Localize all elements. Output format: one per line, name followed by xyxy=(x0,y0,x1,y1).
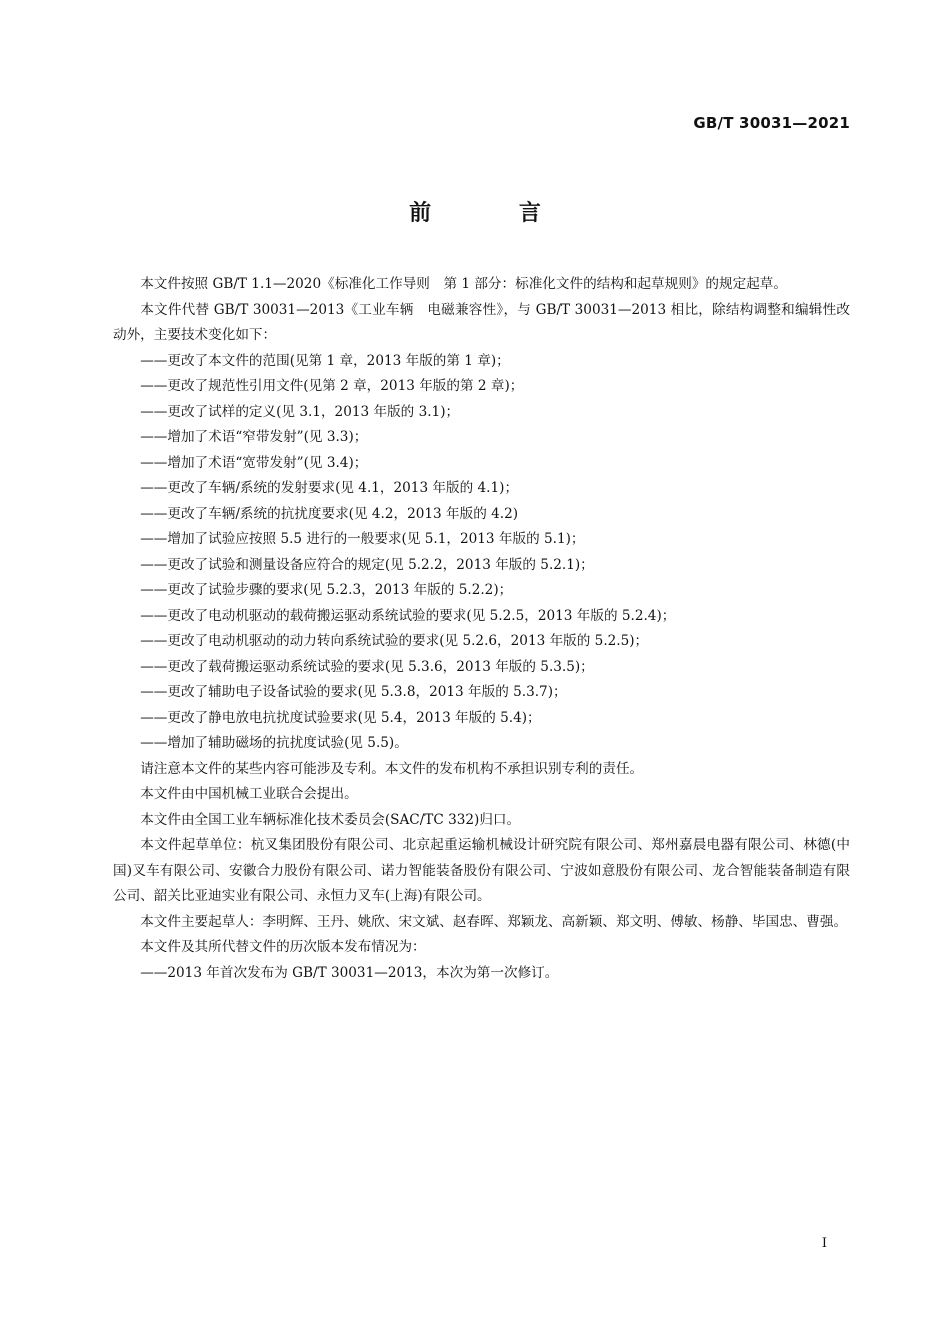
list-item: ——更改了试验步骤的要求(见 5.2.3，2013 年版的 5.2.2)； xyxy=(140,582,513,598)
list-item: ——更改了车辆/系统的发射要求(见 4.1，2013 年版的 4.1)； xyxy=(140,480,519,496)
list-item: ——增加了辅助磁场的抗扰度试验(见 5.5)。 xyxy=(140,735,408,751)
page-number: I xyxy=(821,1236,827,1251)
paragraph-drafting-units: 本文件起草单位：杭叉集团股份有限公司、北京起重运输机械设计研究院有限公司、郑州嘉晨电器有限公司、林德(中国)叉车有限公司、安徽合力股份有限公司、诺力智能装备股份有限公司、宁波如意股份有限公司、龙合智能装备制造有限公司、韶关比亚迪实业有限公司、永恒力叉车(上海)有限公司。 xyxy=(113,837,850,904)
list-item: ——更改了载荷搬运驱动系统试验的要求(见 5.3.6，2013 年版的 5.3.5)； xyxy=(140,658,594,675)
page-title: 前 言 xyxy=(409,201,581,226)
list-item: ——更改了辅助电子设备试验的要求(见 5.3.8，2013 年版的 5.3.7)； xyxy=(140,684,567,700)
changes-list xyxy=(113,349,850,757)
list-item: ——更改了试样的定义(见 3.1，2013 年版的 3.1)； xyxy=(140,403,460,420)
list-item: ——更改了车辆/系统的抗扰度要求(见 4.2，2013 年版的 4.2) xyxy=(140,505,519,522)
paragraph-history-intro: 本文件及其所代替文件的历次版本发布情况为： xyxy=(140,939,426,955)
history-list xyxy=(113,961,850,987)
list-item: ——更改了电动机驱动的动力转向系统试验的要求(见 5.2.6，2013 年版的 5.2.5)； xyxy=(140,633,649,649)
list-item: ——更改了静电放电抗扰度试验要求(见 5.4，2013 年版的 5.4)； xyxy=(140,709,541,726)
list-item: ——更改了电动机驱动的载荷搬运驱动系统试验的要求(见 5.2.5，2013 年版的 5.2.4)； xyxy=(140,607,676,624)
paragraph-drafters: 本文件主要起草人：李明辉、王丹、姚欣、宋文斌、赵春晖、郑颖龙、高新颖、郑文明、傅敏、杨静、毕国忠、曹强。 xyxy=(140,913,848,930)
paragraph-replaces: 本文件代替 GB/T 30031—2013《工业车辆 电磁兼容性》，与 GB/T 30031—2013 相比，除结构调整和编辑性改动外，主要技术变化如下： xyxy=(113,301,850,343)
list-item: ——增加了试验应按照 5.5 进行的一般要求(见 5.1，2013 年版的 5.1)； xyxy=(140,531,585,547)
list-item: ——更改了规范性引用文件(见第 2 章，2013 年版的第 2 章)； xyxy=(140,378,524,394)
list-item: ——更改了试验和测量设备应符合的规定(见 5.2.2，2013 年版的 5.2.1)； xyxy=(140,556,594,573)
list-item: ——更改了本文件的范围(见第 1 章，2013 年版的第 1 章)； xyxy=(140,352,510,369)
list-item: ——增加了术语“窄带发射”(见 3.3)； xyxy=(140,429,368,445)
list-item: ——增加了术语“宽带发射”(见 3.4)； xyxy=(140,454,368,471)
paragraph-proposer: 本文件由中国机械工业联合会提出。 xyxy=(140,786,358,802)
document-number: GB/T 30031—2021 xyxy=(693,114,850,132)
paragraph-patent-notice: 请注意本文件的某些内容可能涉及专利。本文件的发布机构不承担识别专利的责任。 xyxy=(140,760,644,777)
paragraph-drafting-rules: 本文件按照 GB/T 1.1—2020《标准化工作导则 第 1 部分：标准化文件的结构和起草规则》的规定起草。 xyxy=(140,276,787,292)
foreword-body xyxy=(113,272,850,986)
paragraph-committee: 本文件由全国工业车辆标准化技术委员会(SAC/TC 332)归口。 xyxy=(140,811,521,828)
list-item: ——2013 年首次发布为 GB/T 30031—2013，本次为第一次修订。 xyxy=(140,964,559,981)
